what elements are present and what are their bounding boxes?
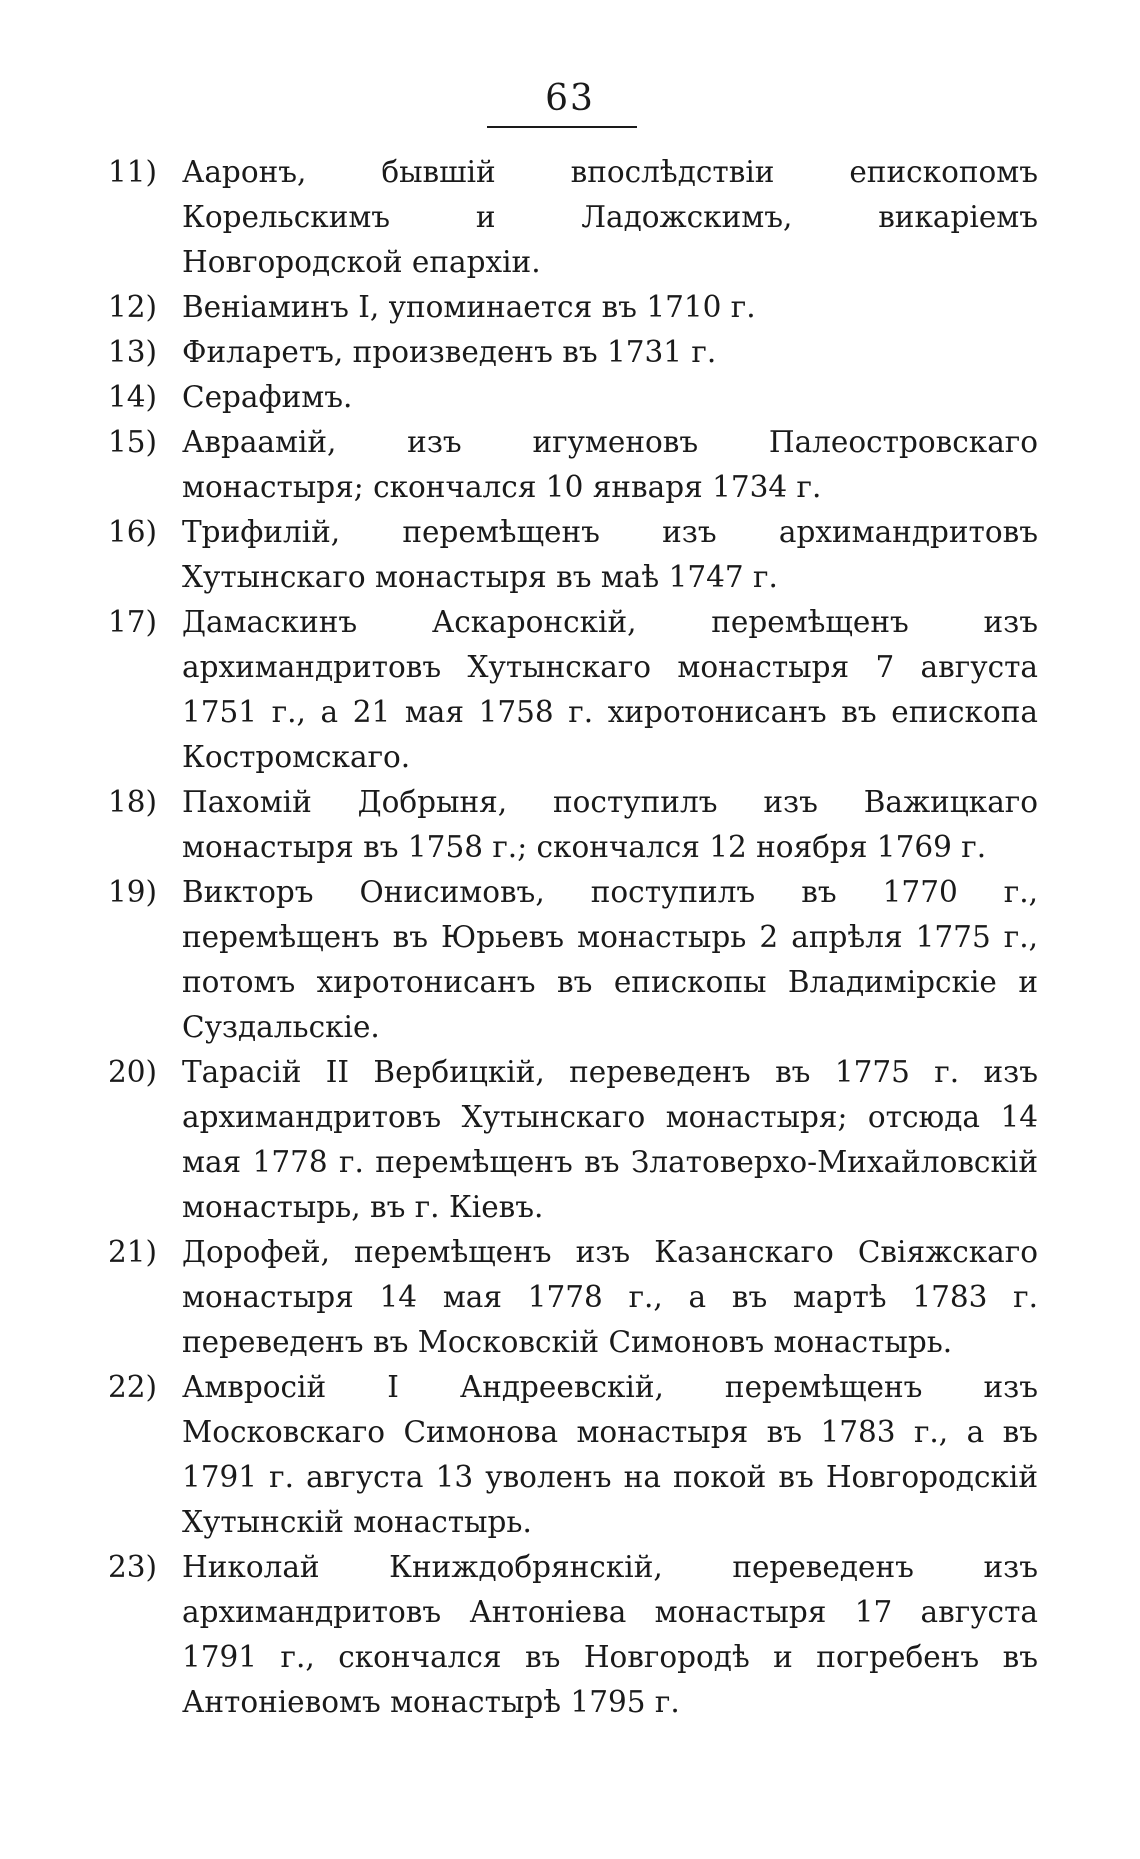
list-item	[108, 1230, 1038, 1365]
entry-text: Дорофей, перемѣщенъ изъ Казанскаго Свіяжскаго монастыря 14 мая 1778 г., а въ мартѣ 1783 г. переведенъ въ Московскій Симоновъ монастырь.	[182, 1235, 1038, 1359]
entry-number: 13)	[108, 335, 158, 369]
list-item	[108, 1545, 1038, 1725]
entry-text: Викторъ Онисимовъ, поступилъ въ 1770 г., перемѣщенъ въ Юрьевъ монастырь 2 апрѣля 1775 г., потомъ хиротонисанъ въ епископы Владимірскіе и Суздальскіе.	[182, 875, 1038, 1044]
list-item	[108, 285, 1038, 330]
list-item	[108, 1050, 1038, 1230]
entry-number: 21)	[108, 1235, 158, 1269]
entry-number: 15)	[108, 425, 158, 459]
entry-number: 16)	[108, 515, 158, 549]
entry-text: Амвросій I Андреевскій, перемѣщенъ изъ Московскаго Симонова монастыря въ 1783 г., а въ 1791 г. августа 13 уволенъ на покой въ Новгородскій Хутынскій монастырь.	[182, 1370, 1038, 1539]
entry-text: Ааронъ, бывшій впослѣдствіи епископомъ Корельскимъ и Ладожскимъ, викаріемъ Новгородской епархіи.	[182, 155, 1038, 279]
entry-list	[108, 150, 1038, 1725]
entry-text: Веніаминъ I, упоминается въ 1710 г.	[182, 290, 756, 324]
entry-text: Авраамій, изъ игуменовъ Палеостровскаго монастыря; скончался 10 января 1734 г.	[182, 425, 1038, 504]
list-item	[108, 330, 1038, 375]
entry-number: 12)	[108, 290, 158, 324]
entry-text: Пахомій Добрыня, поступилъ изъ Важицкаго монастыря въ 1758 г.; скончался 12 ноября 1769 г.	[182, 785, 1038, 864]
entry-text: Дамаскинъ Аскаронскій, перемѣщенъ изъ архимандритовъ Хутынскаго монастыря 7 августа 1751 г., а 21 мая 1758 г. хиротонисанъ въ епископа Костромскаго.	[182, 605, 1038, 774]
entry-number: 20)	[108, 1055, 158, 1089]
header-rule	[487, 126, 637, 128]
list-item	[108, 420, 1038, 510]
list-item	[108, 375, 1038, 420]
list-item	[108, 600, 1038, 780]
entry-text: Николай Книждобрянскій, переведенъ изъ архимандритовъ Антоніева монастыря 17 августа 1791 г., скончался въ Новгородѣ и погребенъ въ Антоніевомъ монастырѣ 1795 г.	[182, 1550, 1038, 1719]
entry-number: 14)	[108, 380, 158, 414]
entry-text: Филаретъ, произведенъ въ 1731 г.	[182, 335, 717, 369]
entry-text: Серафимъ.	[182, 380, 353, 414]
entry-text: Трифилій, перемѣщенъ изъ архимандритовъ Хутынскаго монастыря въ маѣ 1747 г.	[182, 515, 1038, 594]
entry-number: 23)	[108, 1550, 158, 1584]
entry-number: 18)	[108, 785, 158, 819]
entry-number: 11)	[108, 155, 158, 189]
list-item	[108, 1365, 1038, 1545]
entry-number: 22)	[108, 1370, 158, 1404]
entry-text: Тарасій II Вербицкій, переведенъ въ 1775 г. изъ архимандритовъ Хутынскаго монастыря; отсюда 14 мая 1778 г. перемѣщенъ въ Златоверхо-Михайловскій монастырь, въ г. Кіевъ.	[182, 1055, 1038, 1224]
list-item	[108, 510, 1038, 600]
list-item	[108, 780, 1038, 870]
entry-number: 17)	[108, 605, 158, 639]
page-number: 63	[545, 78, 595, 119]
list-item	[108, 870, 1038, 1050]
list-item	[108, 150, 1038, 285]
entry-number: 19)	[108, 875, 158, 909]
